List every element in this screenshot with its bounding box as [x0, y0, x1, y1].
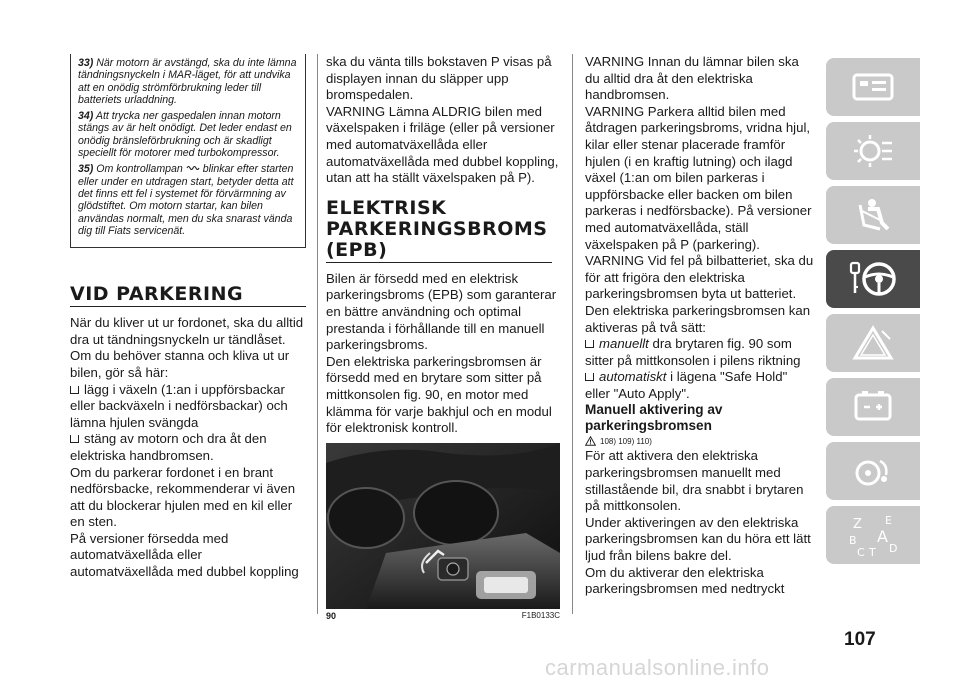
dashboard-icon: [848, 67, 898, 107]
paragraph: Under aktiveringen av den elektriska parkeringsbromsen kan du höra ett lätt ljud från bilens bakre del.: [585, 514, 811, 564]
index-letter: D: [889, 542, 898, 555]
page-number: 107: [844, 629, 876, 650]
warning-paragraph: VARNING Parkera alltid bilen med åtdragen parkeringsbroms, vridna hjul, kilar eller stenar placerade framför hjulen (i en kraftig lutning) och ilagd växel (1:an om bilen parkeras i uppförsbacke eller backen om bilen parkeras i nedförsbacke). På versioner med automatväxellåda, ställ växelspaken på P (parkering).: [585, 103, 812, 252]
bullet-icon: [70, 386, 79, 394]
column-divider: [317, 54, 318, 614]
index-letters-icon: [843, 512, 903, 558]
paragraph: Om du behöver stanna och kliva ut ur bilen, gör så här:: [70, 348, 290, 380]
maintenance-icon: [848, 387, 898, 427]
bullet-icon: [70, 435, 79, 443]
bullet-item: stäng av motorn och dra åt den elektriska handbromsen.: [70, 431, 267, 463]
paragraph: På versioner försedda med automatväxellåda eller automatväxellåda med dubbel koppling: [70, 530, 299, 580]
paragraph: Om du parkerar fordonet i en brant nedförsbacke, rekommenderar vi även att du blockerar hjulen med en kil eller en sten.: [70, 464, 296, 530]
warning-paragraph: VARNING Lämna ALDRIG bilen med växelspaken i friläge (eller på versioner med automatväxellåda eller automatväxellåda med dubbel koppling, utan att ha ställt växelspaken på P).: [326, 103, 559, 186]
warning-triangle-icon: [585, 436, 596, 446]
paragraph: När du kliver ut ur fordonet, ska du alltid dra ut tändningsnyckeln ur tändlåset.: [70, 315, 304, 347]
section-heading-epb: ELEKTRISK PARKERINGSBROMS (EPB): [326, 198, 552, 263]
watermark: carmanualsonline.info: [545, 655, 770, 680]
index-letter: A: [877, 527, 888, 546]
column-3: [585, 54, 815, 598]
tab-maintenance[interactable]: [826, 378, 920, 436]
figure-number: 90: [326, 610, 337, 621]
tab-safety[interactable]: [826, 186, 920, 244]
tab-index[interactable]: [826, 506, 920, 564]
multimedia-icon: [848, 451, 898, 491]
note-35: 35) Om kontrollampan blinkar efter starten eller under en utdragen start, betyder detta att det finns ett fel i systemet för förvärmning av glödstiftet. Om motorn startar, kan bilen användas normalt, men du ska snarast vända dig till Fiats servicenät.: [78, 163, 294, 237]
paragraph: Den elektriska parkeringsbromsen är försedd med en brytare som sitter på mittkonsolen fig. 90, en motor med klämma för varje bakhjul och en modul för elektronisk kontroll.: [326, 353, 552, 436]
lights-icon: [848, 131, 898, 171]
index-letter: E: [885, 514, 892, 527]
bullet-item: automatiskt i lägena "Safe Hold" eller "Auto Apply".: [585, 369, 788, 401]
tab-dashboard[interactable]: [826, 58, 920, 116]
subheading-manual-activation: Manuell aktivering av parkeringsbromsen: [585, 402, 723, 434]
paragraph: Den elektriska parkeringsbromsen kan aktiveras på två sätt:: [585, 302, 811, 335]
bullet-icon: [585, 373, 594, 381]
column-1: [70, 54, 306, 581]
paragraph: För att aktivera den elektriska parkeringsbromsen manuellt med stillastående bil, dra snabbt i brytaren på mittkonsolen.: [585, 448, 804, 514]
warning-paragraph: VARNING Vid fel på bilbatteriet, ska du för att frigöra den elektriska parkeringsbromsen byta ut batteriet.: [585, 253, 814, 302]
notes-box: [70, 54, 306, 248]
tab-starting-driving[interactable]: [826, 250, 920, 308]
tab-lights[interactable]: [826, 122, 920, 180]
tab-multimedia[interactable]: [826, 442, 920, 500]
warning-references: 108) 109) 110): [585, 436, 815, 446]
paragraph: Bilen är försedd med en elektrisk parkeringsbroms (EPB) som garanterar en bättre användning och optimal prestanda i förhållande till en manuell parkeringsbroms.: [326, 270, 557, 353]
console-illustration: [326, 443, 560, 609]
glow-plug-icon: [186, 164, 200, 172]
note-34: 34) Att trycka ner gaspedalen innan motorn stängs av är helt onödigt. Det leder endast en onödig bränsleförbrukning och är skadligt speciellt för motorer med turbokompressor.: [78, 110, 292, 160]
tab-emergency[interactable]: [826, 314, 920, 372]
figure-90-console-photo: [326, 443, 560, 609]
warning-triangle-icon: [848, 323, 898, 363]
paragraph: Om du aktiverar den elektriska parkeringsbromsen med nedtryckt: [585, 564, 785, 597]
warning-paragraph: VARNING Innan du lämnar bilen ska du alltid dra åt den elektriska handbromsen.: [585, 54, 799, 103]
column-2: [326, 54, 560, 621]
steering-key-icon: [843, 257, 903, 301]
section-heading-parking: VID PARKERING: [70, 284, 306, 307]
column-divider: [572, 54, 573, 614]
note-33: 33) När motorn är avstängd, ska du inte lämna tändningsnyckeln i MAR-läget, för att undvika att en onödig strömförbrukning leder till batteriets urladdning.: [78, 57, 297, 106]
figure-caption: [326, 611, 560, 621]
seat-airbag-icon: [848, 195, 898, 235]
index-letter: B: [849, 534, 857, 547]
bullet-item: lägg i växeln (1:an i uppförsbackar eller backväxeln i nedförsbackar) och lämna hjulen svängda: [70, 381, 288, 430]
figure-code: F1B0133C: [521, 610, 560, 620]
index-letter: C: [857, 546, 865, 558]
bullet-icon: [585, 340, 594, 348]
paragraph: ska du vänta tills bokstaven P visas på displayen innan du släpper upp bromspedalen.: [326, 54, 552, 103]
bullet-item: manuellt dra brytaren fig. 90 som sitter på mittkonsolen i pilens riktning: [585, 336, 801, 368]
index-letter: Z: [853, 517, 862, 532]
index-letter: T: [869, 546, 876, 558]
chapter-tabs: [826, 58, 920, 570]
